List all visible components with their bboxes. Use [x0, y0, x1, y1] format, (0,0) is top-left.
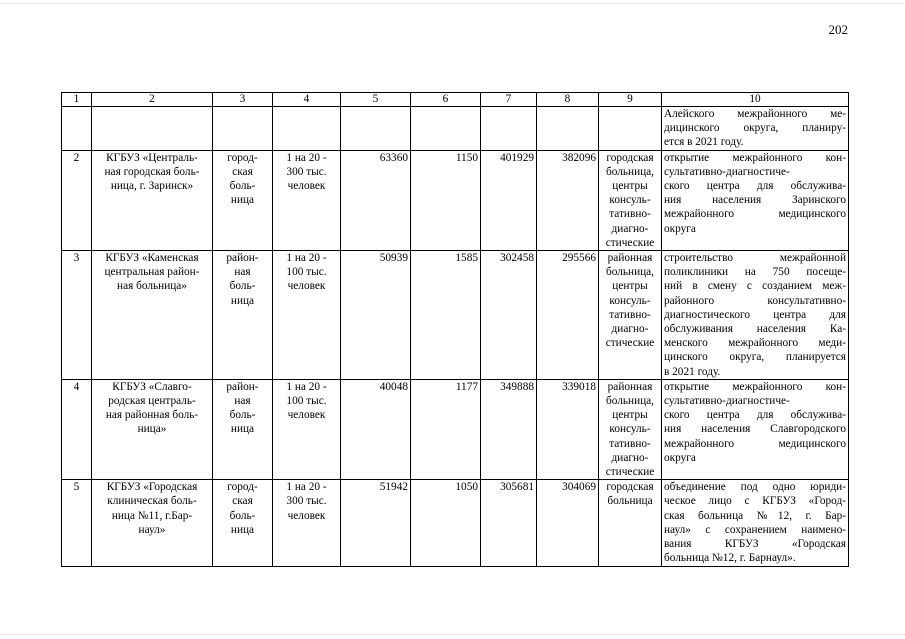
- value-col7: 349888: [481, 379, 537, 479]
- value-col7: 305681: [481, 480, 537, 566]
- population-norm: 1 на 20 - 100 тыс. человек: [273, 251, 341, 380]
- description-cell: строительство межрайонной поликлиники на 750 посеще- ний в смену с созданием меж- районного консультативно- диагностического центра для обслуживания населения Ка- менского межрайонного меди- цинского округа, планируется в 2021 году.: [662, 251, 849, 380]
- col-number: 6: [411, 93, 481, 107]
- description-cell: открытие межрайонного кон- сультативно-диагностиче- ского центра для обслужива- ния населения Славгородского межрайонного медицинского округа: [662, 379, 849, 479]
- col-number: 7: [481, 93, 537, 107]
- institution-type: город- ская боль- ница: [213, 480, 273, 566]
- scan-edge-bottom: [0, 634, 905, 635]
- population-norm: 1 на 20 - 300 тыс. человек: [273, 150, 341, 250]
- value-col8: 382096: [537, 150, 599, 250]
- col-number: 2: [92, 93, 213, 107]
- facility-kind: городская больница: [599, 480, 662, 566]
- row-number: 2: [62, 150, 92, 250]
- institution-type: город- ская боль- ница: [213, 150, 273, 250]
- facility-kind: районная больница, центры консуль- тативно- диагно- стические: [599, 251, 662, 380]
- facility-kind: районная больница, центры консуль- тативно- диагно- стические: [599, 379, 662, 479]
- value-col8: 339018: [537, 379, 599, 479]
- institution-name: КГБУЗ «Славго- родская централь- ная районная боль- ница»: [92, 379, 213, 479]
- value-col7: 401929: [481, 150, 537, 250]
- table-row: [62, 480, 849, 566]
- table-row: [62, 379, 849, 479]
- col-number: 4: [273, 93, 341, 107]
- facility-kind: городская больница, центры консуль- тативно- диагно- стические: [599, 150, 662, 250]
- value-col5: 63360: [341, 150, 411, 250]
- row-number: 4: [62, 379, 92, 479]
- value-col7: 302458: [481, 251, 537, 380]
- page-number: 202: [828, 22, 848, 37]
- description-cell: Алейского межрайонного ме- дицинского округа, планиру- ется в 2021 году.: [662, 107, 849, 151]
- institution-name: КГБУЗ «Каменская центральная район- ная больница»: [92, 251, 213, 380]
- institution-name: КГБУЗ «Централь- ная городская боль- ница, г. Заринск»: [92, 150, 213, 250]
- description-cell: открытие межрайонного кон- сультативно-диагностиче- ского центра для обслужива- ния населения Заринского межрайонного медицинского округа: [662, 150, 849, 250]
- value-col6: 1585: [411, 251, 481, 380]
- population-norm: 1 на 20 - 100 тыс. человек: [273, 379, 341, 479]
- row-number: 5: [62, 480, 92, 566]
- description-cell: объединение под одно юриди- ческое лицо с КГБУЗ «Город- ская больница №12, г. Бар- наул» с сохранением наимено- вания КГБУЗ «Городская больница №12, г. Барнаул».: [662, 480, 849, 566]
- scan-edge-top: [0, 3, 905, 4]
- col-number: 8: [537, 93, 599, 107]
- col-number: 9: [599, 93, 662, 107]
- institution-type: район- ная боль- ница: [213, 379, 273, 479]
- value-col8: 295566: [537, 251, 599, 380]
- value-col6: 1050: [411, 480, 481, 566]
- value-col5: 50939: [341, 251, 411, 380]
- col-number: 1: [62, 93, 92, 107]
- col-number: 3: [213, 93, 273, 107]
- column-number-row: [62, 93, 849, 107]
- value-col8: 304069: [537, 480, 599, 566]
- institution-type: район- ная боль- ница: [213, 251, 273, 380]
- value-col6: 1177: [411, 379, 481, 479]
- table-row: [62, 150, 849, 250]
- value-col5: 51942: [341, 480, 411, 566]
- population-norm: 1 на 20 - 300 тыс. человек: [273, 480, 341, 566]
- col-number: 5: [341, 93, 411, 107]
- col-number: 10: [662, 93, 849, 107]
- hospital-table: [61, 92, 849, 567]
- value-col6: 1150: [411, 150, 481, 250]
- value-col5: 40048: [341, 379, 411, 479]
- continuation-row: [62, 107, 849, 151]
- institution-name: КГБУЗ «Городская клиническая боль- ница №11, г.Бар- наул»: [92, 480, 213, 566]
- table-row: [62, 251, 849, 380]
- row-number: 3: [62, 251, 92, 380]
